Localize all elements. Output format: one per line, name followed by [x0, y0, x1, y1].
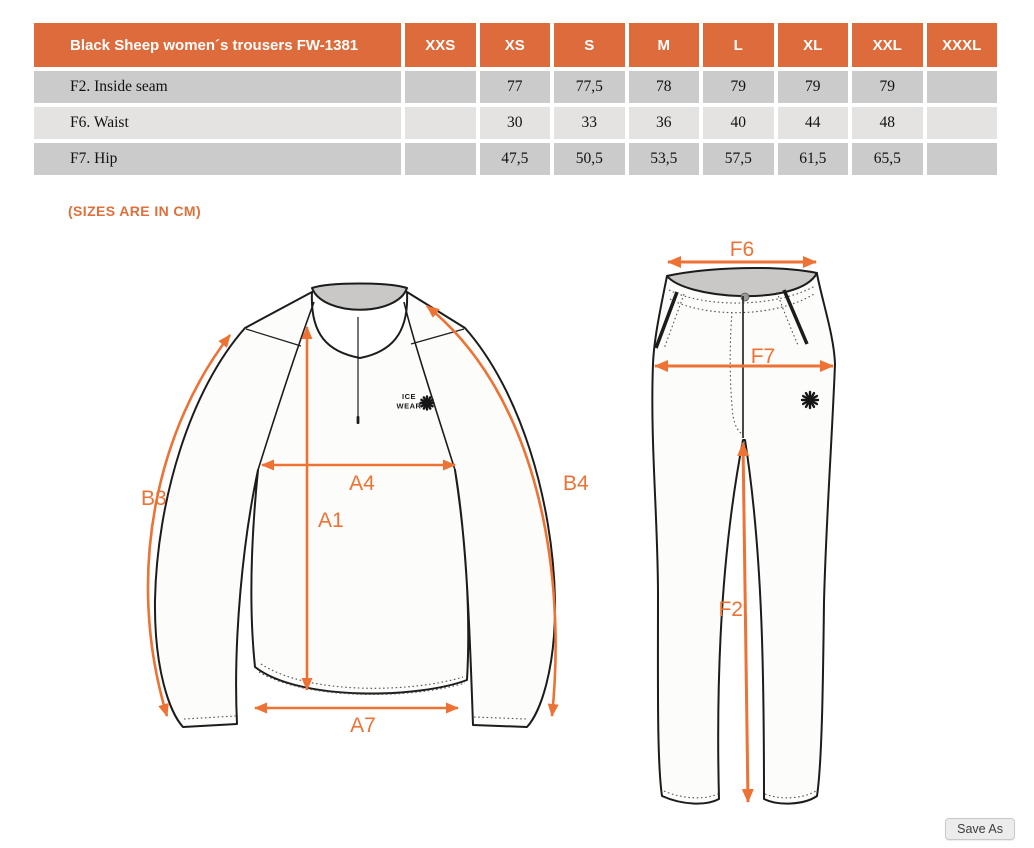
measure-label-f2: F2	[718, 598, 743, 621]
table-row	[34, 143, 997, 175]
save-as-button[interactable]: Save As	[945, 818, 1015, 840]
measure-label-b3: B3	[141, 487, 167, 510]
table-title: Black Sheep women´s trousers FW-1381	[34, 23, 401, 67]
measure-label-a1: A1	[318, 509, 344, 532]
size-cell: 61,5	[778, 143, 849, 175]
size-cell: 48	[852, 107, 923, 139]
row-label: F2. Inside seam	[34, 71, 401, 103]
size-cell: 33	[554, 107, 625, 139]
zipper-pull	[357, 416, 360, 424]
sizes-note: (SIZES ARE IN CM)	[68, 203, 202, 219]
size-cell: 30	[480, 107, 551, 139]
col-header: XXL	[852, 23, 923, 67]
col-header: XL	[778, 23, 849, 67]
measure-label-b4: B4	[563, 472, 589, 495]
measure-label-a7: A7	[350, 714, 376, 737]
size-cell: 79	[852, 71, 923, 103]
size-cell: 65,5	[852, 143, 923, 175]
col-header: S	[554, 23, 625, 67]
size-cell: 47,5	[480, 143, 551, 175]
measure-label-f6: F6	[729, 238, 755, 261]
col-header: XXXL	[927, 23, 998, 67]
size-table	[30, 19, 1001, 179]
measure-label-a4: A4	[349, 472, 375, 495]
size-cell: 40	[703, 107, 774, 139]
size-table-header-row	[34, 23, 997, 67]
size-cell	[927, 71, 998, 103]
size-cell: 79	[703, 71, 774, 103]
size-cell: 78	[629, 71, 700, 103]
size-cell: 50,5	[554, 143, 625, 175]
size-cell: 57,5	[703, 143, 774, 175]
size-cell: 36	[629, 107, 700, 139]
col-header: M	[629, 23, 700, 67]
sweater-diagram	[75, 240, 605, 770]
table-row	[34, 107, 997, 139]
size-table-body	[34, 71, 997, 175]
measure-arrow-f2	[743, 443, 748, 802]
trousers-diagram	[620, 230, 940, 820]
col-header: XS	[480, 23, 551, 67]
size-cell: 79	[778, 71, 849, 103]
measure-label-f7: F7	[750, 345, 776, 368]
size-cell: 44	[778, 107, 849, 139]
collar-opening	[312, 284, 407, 310]
size-cell: 53,5	[629, 143, 700, 175]
table-row	[34, 71, 997, 103]
size-cell: 77,5	[554, 71, 625, 103]
row-label: F6. Waist	[34, 107, 401, 139]
col-header: L	[703, 23, 774, 67]
size-cell	[405, 143, 476, 175]
size-cell	[927, 107, 998, 139]
col-header: XXS	[405, 23, 476, 67]
size-cell	[405, 107, 476, 139]
brand-logo-text: WEAR	[396, 401, 422, 411]
size-cell	[927, 143, 998, 175]
row-label: F7. Hip	[34, 143, 401, 175]
size-cell: 77	[480, 71, 551, 103]
size-cell	[405, 71, 476, 103]
brand-logo-text: ICE	[401, 392, 417, 401]
